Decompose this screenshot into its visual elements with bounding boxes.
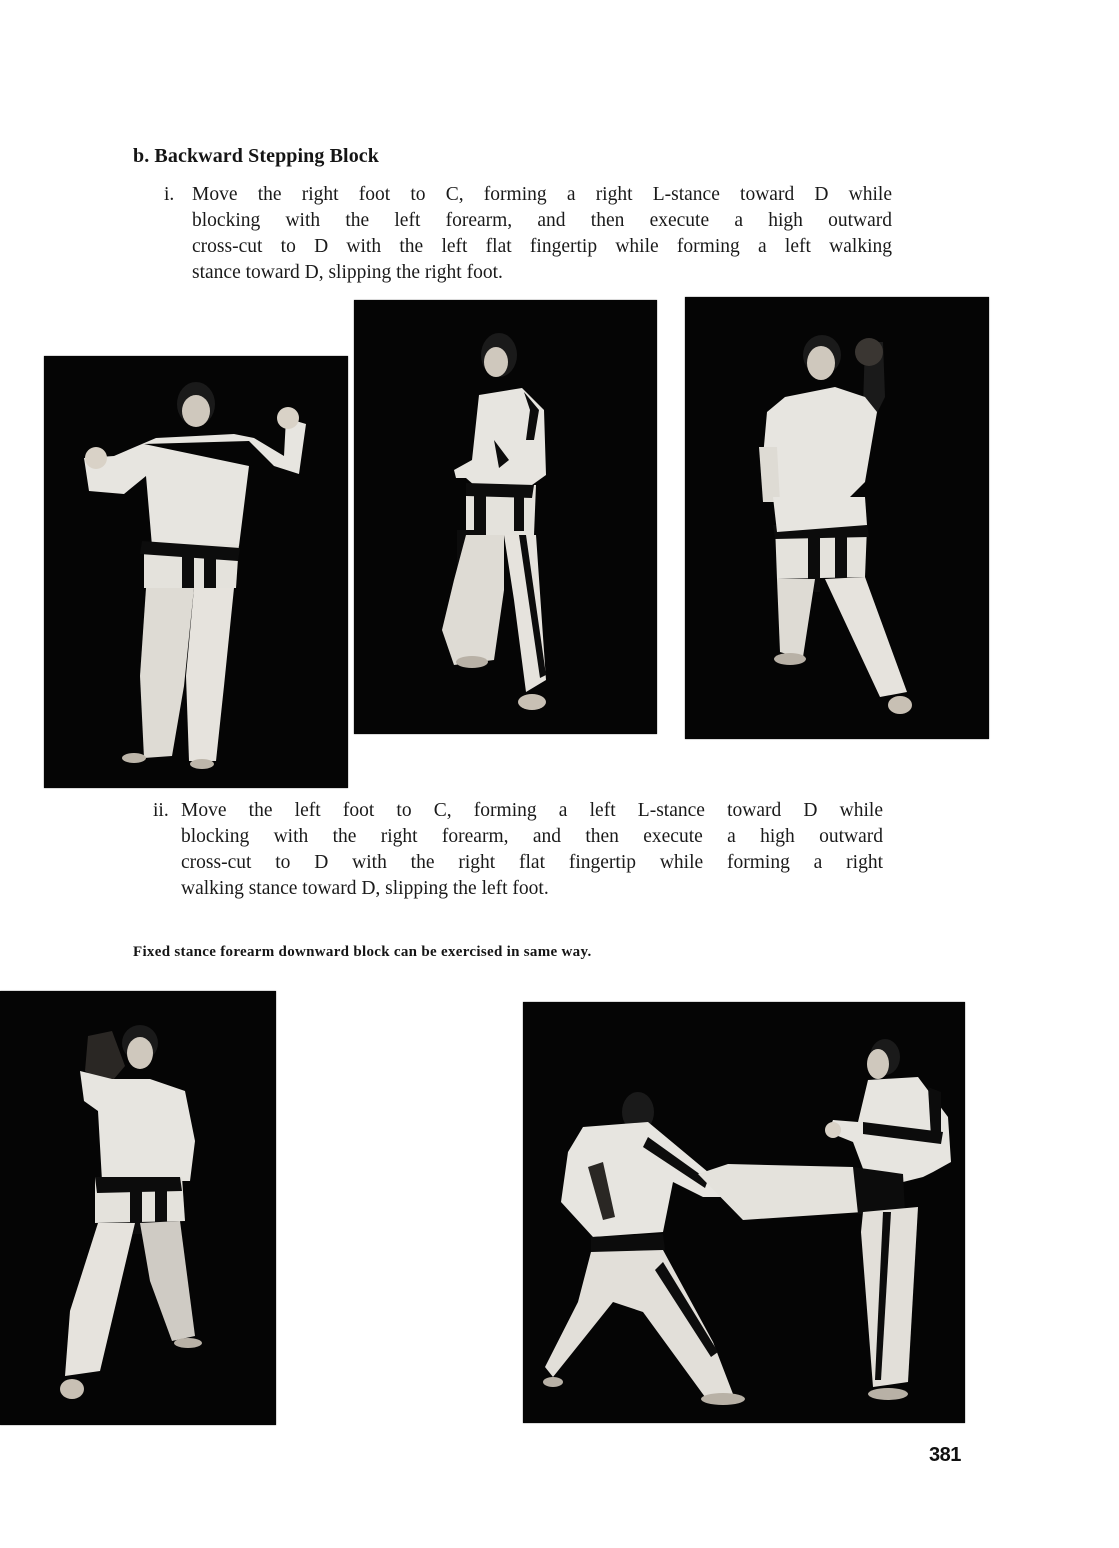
text-line: blocking with the right forearm, and then execute a high outward	[181, 826, 883, 847]
text-line: stance toward D, slipping the right foot.	[192, 262, 503, 283]
photo-l-stance-block	[354, 300, 657, 734]
photo-sparring-kick	[523, 1002, 965, 1423]
photo-walking-stance	[0, 991, 276, 1425]
figure-illustration	[685, 297, 989, 739]
text-line: Move the right foot to C, forming a right L-stance toward D while	[192, 184, 892, 205]
step-text	[192, 182, 892, 286]
photo-high-cross-cut	[685, 297, 989, 739]
section-heading: b. Backward Stepping Block	[133, 145, 379, 167]
step-marker: ii.	[153, 800, 169, 821]
text-line: walking stance toward D, slipping the left foot.	[181, 878, 549, 899]
note-caption: Fixed stance forearm downward block can be exercised in same way.	[133, 944, 592, 960]
step-marker: i.	[164, 184, 175, 205]
page-number: 381	[929, 1444, 961, 1466]
step-text	[181, 798, 883, 902]
figure-illustration	[523, 1002, 965, 1423]
text-line: cross-cut to D with the right flat fingertip while forming a right	[181, 852, 883, 873]
text-line: blocking with the left forearm, and then execute a high outward	[192, 210, 892, 231]
figure-illustration	[0, 991, 276, 1425]
figure-illustration	[44, 356, 348, 788]
photo-ready-stance	[44, 356, 348, 788]
text-line: Move the left foot to C, forming a left L-stance toward D while	[181, 800, 883, 821]
figure-illustration	[354, 300, 657, 734]
text-line: cross-cut to D with the left flat fingertip while forming a left walking	[192, 236, 892, 257]
